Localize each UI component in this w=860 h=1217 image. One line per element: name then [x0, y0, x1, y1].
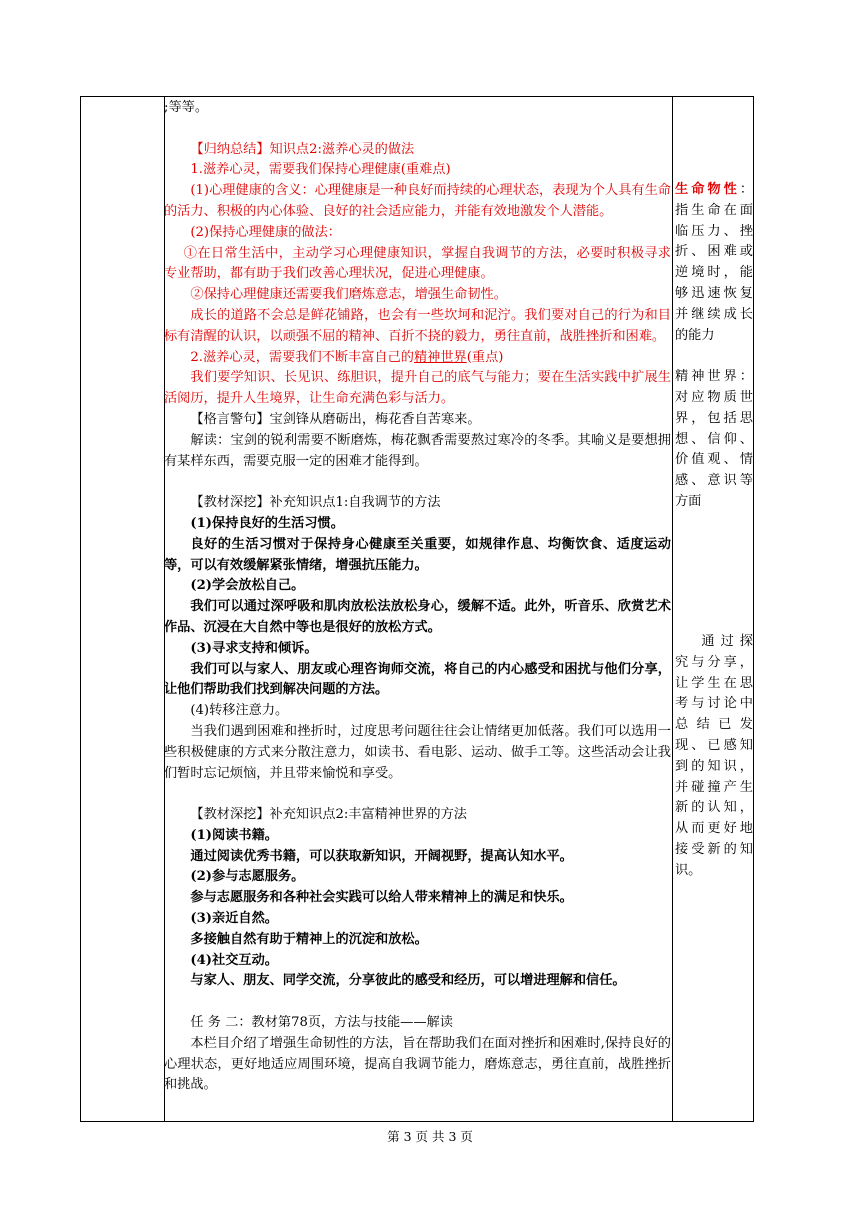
item-text: 参与志愿服务和各种社会实践可以给人带来精神上的满足和快乐。 — [190, 890, 573, 906]
term-definition — [675, 180, 753, 346]
item-heading: (2)学会放松自己。 — [190, 578, 305, 594]
paragraph: ②保持心理健康还需要我们磨炼意志，增强生命韧性。 — [190, 287, 507, 303]
item-heading: (4)转移注意力。 — [190, 703, 289, 719]
paragraph: 成长的道路不会总是鲜花铺路，也会有一些坎坷和泥泞。我们要对自己的行为和目标有清醒的认识，以顽强不屈的精神、百折不挠的毅力，勇往直前，战胜挫折和困难。 — [164, 307, 671, 344]
subheading — [164, 348, 671, 369]
item-text: 与家人、朋友、同学交流，分享彼此的感受和经历，可以增进理解和信任。 — [190, 973, 626, 989]
item-heading: (1)阅读书籍。 — [190, 827, 278, 843]
paragraph: 本栏目介绍了增强生命韧性的方法，旨在帮助我们在面对挫折和困难时,保持良好的心理状态，更好地适应周围环境，提高自我调节能力，磨炼意志，勇往直前，战胜挫折和挑战。 — [164, 1035, 671, 1093]
paragraph: 我们要学知识、长见识、练胆识，提升自己的底气与能力；要在生活实践中扩展生活阅历，提升人生境界，让生命充满色彩与活力。 — [164, 370, 671, 407]
term-definition: 精神世界：对应物质世界，包括思想、信仰、价值观、情感、意识等方面 — [675, 369, 753, 509]
item-heading: (2)参与志愿服务。 — [190, 869, 305, 885]
page-number: 第 3 页 共 3 页 — [387, 1129, 473, 1144]
paragraph: (2)保持心理健康的做法： — [190, 224, 341, 240]
subheading-pre: 2.滋养心灵，需要我们不断丰富自己的 — [190, 349, 414, 365]
main-content-column — [164, 98, 671, 1096]
task-heading: 任 务 二：教材第78页，方法与技能——解读 — [190, 1015, 453, 1031]
paragraph: (1)心理健康的含义：心理健康是一种良好而持续的心理状态，表现为个人具有生命的活力、积极的内心体验、良好的社会适应能力，并能有效地激发个人潜能。 — [164, 183, 671, 219]
paragraph: ①在日常生活中，主动学习心理健康知识，掌握自我调节的方法，必要时积极寻求专业帮助，都有助于我们改善心理状况，促进心理健康。 — [164, 245, 671, 282]
item-heading: (1)保持良好的生活习惯。 — [190, 515, 344, 531]
term-name: 生命物性 — [675, 182, 740, 197]
item-text: 多接触自然有助于精神上的沉淀和放松。 — [190, 931, 428, 947]
item-heading: (3)亲近自然。 — [190, 911, 278, 927]
section-heading-summary: 【归纳总结】知识点2:滋养心灵的做法 — [190, 141, 415, 157]
item-text: 当我们遇到困难和挫折时，过度思考问题往往会让情绪更加低落。我们可以选用一些积极健康的方式来分散注意力，如读书、看电影、运动、做手工等。这些活动会让我们暂时忘记烦恼，并且带来愉悦和享受。 — [164, 723, 671, 781]
item-heading: (3)寻求支持和倾诉。 — [190, 640, 318, 656]
subheading-term: 精神世界 — [413, 349, 467, 365]
item-text: 良好的生活习惯对于保持身心健康至关重要，如规律作息、均衡饮食、适度运动等，可以有效缓解紧张情绪，增强抗压能力。 — [164, 536, 671, 573]
item-text: 通过阅读优秀书籍，可以获取新知识，开阔视野，提高认知水平。 — [190, 848, 573, 864]
term-text: ：指生命在面临压力、挫折、困难或逆境时，能够迅速恢复并继续成长的能力 — [675, 182, 753, 343]
side-note-method — [675, 632, 753, 882]
subheading-post: (重点) — [466, 349, 504, 365]
section-heading-supplement-1: 【教材深挖】补充知识点1:自我调节的方法 — [190, 495, 441, 511]
section-heading-supplement-2: 【教材深挖】补充知识点2:丰富精神世界的方法 — [190, 807, 467, 823]
subheading: 1.滋养心灵，需要我们保持心理健康(重难点) — [190, 162, 451, 178]
text-line: ;等等。 — [164, 100, 209, 115]
item-heading: (4)社交互动。 — [190, 952, 278, 968]
teaching-note: 通过探究与分享，让学生在思考与讨论中总结已发现、已感知到的知识，并碰撞产生新的认知，从而更好地接受新的知识。 — [675, 634, 753, 878]
side-note-terms — [675, 180, 753, 513]
column-divider-right — [672, 97, 673, 1121]
item-text: 我们可以与家人、朋友或心理咨询师交流，将自己的内心感受和困扰与他们分享，让他们帮助我们找到解决问题的方法。 — [164, 661, 671, 698]
paragraph: 解读：宝剑的锐利需要不断磨炼，梅花飘香需要熬过寒冷的冬季。其喻义是要想拥有某样东西，需要克服一定的困难才能得到。 — [164, 432, 671, 469]
item-text: 我们可以通过深呼吸和肌肉放松法放松身心，缓解不适。此外，听音乐、欣赏艺术作品、沉浸在大自然中等也是很好的放松方式。 — [164, 599, 671, 635]
proverb: 【格言警句】宝剑锋从磨砺出，梅花香自苦寒来。 — [190, 411, 481, 427]
